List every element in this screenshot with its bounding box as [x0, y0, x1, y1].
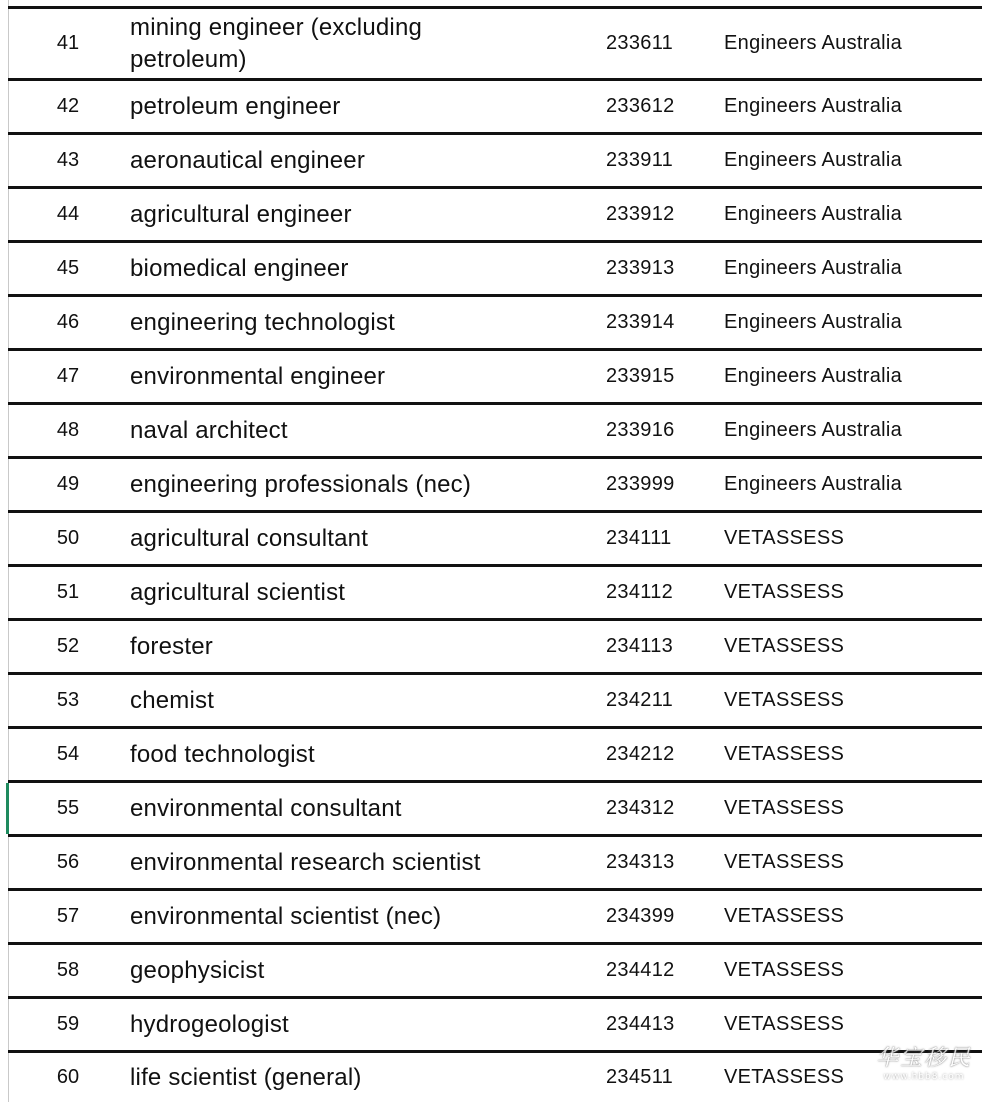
occupation-cell[interactable]: geophysicist	[130, 956, 265, 984]
table-row[interactable]	[8, 837, 982, 891]
table-row[interactable]	[8, 189, 982, 243]
occupation-cell[interactable]: mining engineer (excluding petroleum)	[130, 13, 423, 73]
row-number-cell[interactable]: 59	[56, 1013, 80, 1035]
row-number-cell[interactable]: 53	[56, 689, 80, 711]
anzsco-code-cell[interactable]: 233911	[606, 149, 674, 171]
assessing-authority-cell[interactable]: Engineers Australia	[724, 95, 903, 117]
row-number-cell[interactable]: 58	[56, 959, 80, 981]
table-row[interactable]	[8, 999, 982, 1053]
row-number-cell[interactable]: 46	[56, 311, 80, 333]
assessing-authority-cell[interactable]: Engineers Australia	[724, 32, 903, 54]
assessing-authority-cell[interactable]: VETASSESS	[724, 581, 845, 603]
watermark-text: 华宝移民	[875, 1046, 972, 1071]
assessing-authority-cell[interactable]: VETASSESS	[724, 1066, 845, 1088]
assessing-authority-cell[interactable]: VETASSESS	[724, 635, 845, 657]
occupation-cell[interactable]: agricultural scientist	[130, 578, 346, 606]
row-number-cell[interactable]: 42	[56, 95, 80, 117]
table-row[interactable]	[8, 9, 982, 81]
anzsco-code-cell[interactable]: 234511	[606, 1066, 674, 1088]
occupation-cell[interactable]: aeronautical engineer	[130, 146, 366, 174]
occupation-cell[interactable]: environmental scientist (nec)	[130, 902, 442, 930]
assessing-authority-cell[interactable]: VETASSESS	[724, 527, 845, 549]
table-row[interactable]	[8, 135, 982, 189]
assessing-authority-cell[interactable]: Engineers Australia	[724, 311, 903, 333]
table-row[interactable]	[8, 621, 982, 675]
table-row[interactable]	[8, 459, 982, 513]
row-number-cell[interactable]: 45	[56, 257, 80, 279]
row-number-cell[interactable]: 49	[56, 473, 80, 495]
row-number-cell[interactable]: 50	[56, 527, 80, 549]
occupation-cell[interactable]: environmental engineer	[130, 362, 386, 390]
anzsco-code-cell[interactable]: 234111	[606, 527, 672, 549]
table-row[interactable]	[8, 405, 982, 459]
anzsco-code-cell[interactable]: 234313	[606, 851, 675, 873]
anzsco-code-cell[interactable]: 233914	[606, 311, 675, 333]
anzsco-code-cell[interactable]: 233612	[606, 95, 675, 117]
table-row[interactable]	[8, 81, 982, 135]
occupation-cell[interactable]: engineering professionals (nec)	[130, 470, 472, 498]
table-row[interactable]	[8, 729, 982, 783]
assessing-authority-cell[interactable]: VETASSESS	[724, 689, 845, 711]
row-number-cell[interactable]: 54	[56, 743, 80, 765]
assessing-authority-cell[interactable]: Engineers Australia	[724, 419, 903, 441]
assessing-authority-cell[interactable]: Engineers Australia	[724, 203, 903, 225]
assessing-authority-cell[interactable]: VETASSESS	[724, 959, 845, 981]
table-row[interactable]	[8, 1053, 982, 1102]
occupation-cell[interactable]: life scientist (general)	[130, 1063, 362, 1091]
occupation-cell[interactable]: chemist	[130, 686, 215, 714]
anzsco-code-cell[interactable]: 233916	[606, 419, 675, 441]
row-number-cell[interactable]: 57	[56, 905, 80, 927]
table-row[interactable]	[8, 351, 982, 405]
assessing-authority-cell[interactable]: Engineers Australia	[724, 149, 903, 171]
anzsco-code-cell[interactable]: 234112	[606, 581, 674, 603]
anzsco-code-cell[interactable]: 233915	[606, 365, 675, 387]
row-number-cell[interactable]: 52	[56, 635, 80, 657]
anzsco-code-cell[interactable]: 234212	[606, 743, 675, 765]
row-number-cell[interactable]: 41	[56, 32, 80, 54]
occupation-cell[interactable]: naval architect	[130, 416, 288, 444]
active-cell-marker	[6, 783, 9, 834]
watermark-url: www.hbb8.com	[883, 1072, 965, 1082]
anzsco-code-cell[interactable]: 234312	[606, 797, 675, 819]
table-row[interactable]	[8, 297, 982, 351]
assessing-authority-cell[interactable]: VETASSESS	[724, 743, 845, 765]
assessing-authority-cell[interactable]: Engineers Australia	[724, 365, 903, 387]
occupation-cell[interactable]: hydrogeologist	[130, 1010, 289, 1038]
row-number-cell[interactable]: 44	[56, 203, 80, 225]
occupation-cell[interactable]: food technologist	[130, 740, 315, 768]
row-number-cell[interactable]: 47	[56, 365, 80, 387]
anzsco-code-cell[interactable]: 233912	[606, 203, 675, 225]
row-number-cell[interactable]: 43	[56, 149, 80, 171]
assessing-authority-cell[interactable]: VETASSESS	[724, 1013, 845, 1035]
table-row[interactable]	[8, 783, 982, 837]
assessing-authority-cell[interactable]: Engineers Australia	[724, 473, 903, 495]
occupation-cell[interactable]: environmental research scientist	[130, 848, 481, 876]
table-row[interactable]	[8, 243, 982, 297]
occupation-cell[interactable]: petroleum engineer	[130, 92, 341, 120]
anzsco-code-cell[interactable]: 234413	[606, 1013, 675, 1035]
occupation-cell[interactable]: engineering technologist	[130, 308, 395, 336]
anzsco-code-cell[interactable]: 233611	[606, 32, 674, 54]
occupation-cell[interactable]: agricultural engineer	[130, 200, 352, 228]
anzsco-code-cell[interactable]: 233999	[606, 473, 675, 495]
row-number-cell[interactable]: 56	[56, 851, 80, 873]
table-row[interactable]	[8, 891, 982, 945]
row-number-cell[interactable]: 60	[56, 1066, 80, 1088]
table-row[interactable]	[8, 567, 982, 621]
assessing-authority-cell[interactable]: VETASSESS	[724, 851, 845, 873]
table-row[interactable]	[8, 675, 982, 729]
occupation-cell[interactable]: environmental consultant	[130, 794, 402, 822]
anzsco-code-cell[interactable]: 234399	[606, 905, 675, 927]
occupation-cell[interactable]: biomedical engineer	[130, 254, 349, 282]
occupation-cell[interactable]: forester	[130, 632, 213, 660]
anzsco-code-cell[interactable]: 234113	[606, 635, 674, 657]
anzsco-code-cell[interactable]: 234211	[606, 689, 674, 711]
row-number-cell[interactable]: 51	[56, 581, 80, 603]
assessing-authority-cell[interactable]: Engineers Australia	[724, 257, 903, 279]
occupation-cell[interactable]: agricultural consultant	[130, 524, 369, 552]
assessing-authority-cell[interactable]: VETASSESS	[724, 905, 845, 927]
table-row[interactable]	[8, 945, 982, 999]
watermark	[876, 1041, 972, 1082]
assessing-authority-cell[interactable]: VETASSESS	[724, 797, 845, 819]
anzsco-code-cell[interactable]: 233913	[606, 257, 675, 279]
row-number-cell[interactable]: 55	[56, 797, 80, 819]
table-row[interactable]	[8, 513, 982, 567]
anzsco-code-cell[interactable]: 234412	[606, 959, 675, 981]
row-number-cell[interactable]: 48	[56, 419, 80, 441]
